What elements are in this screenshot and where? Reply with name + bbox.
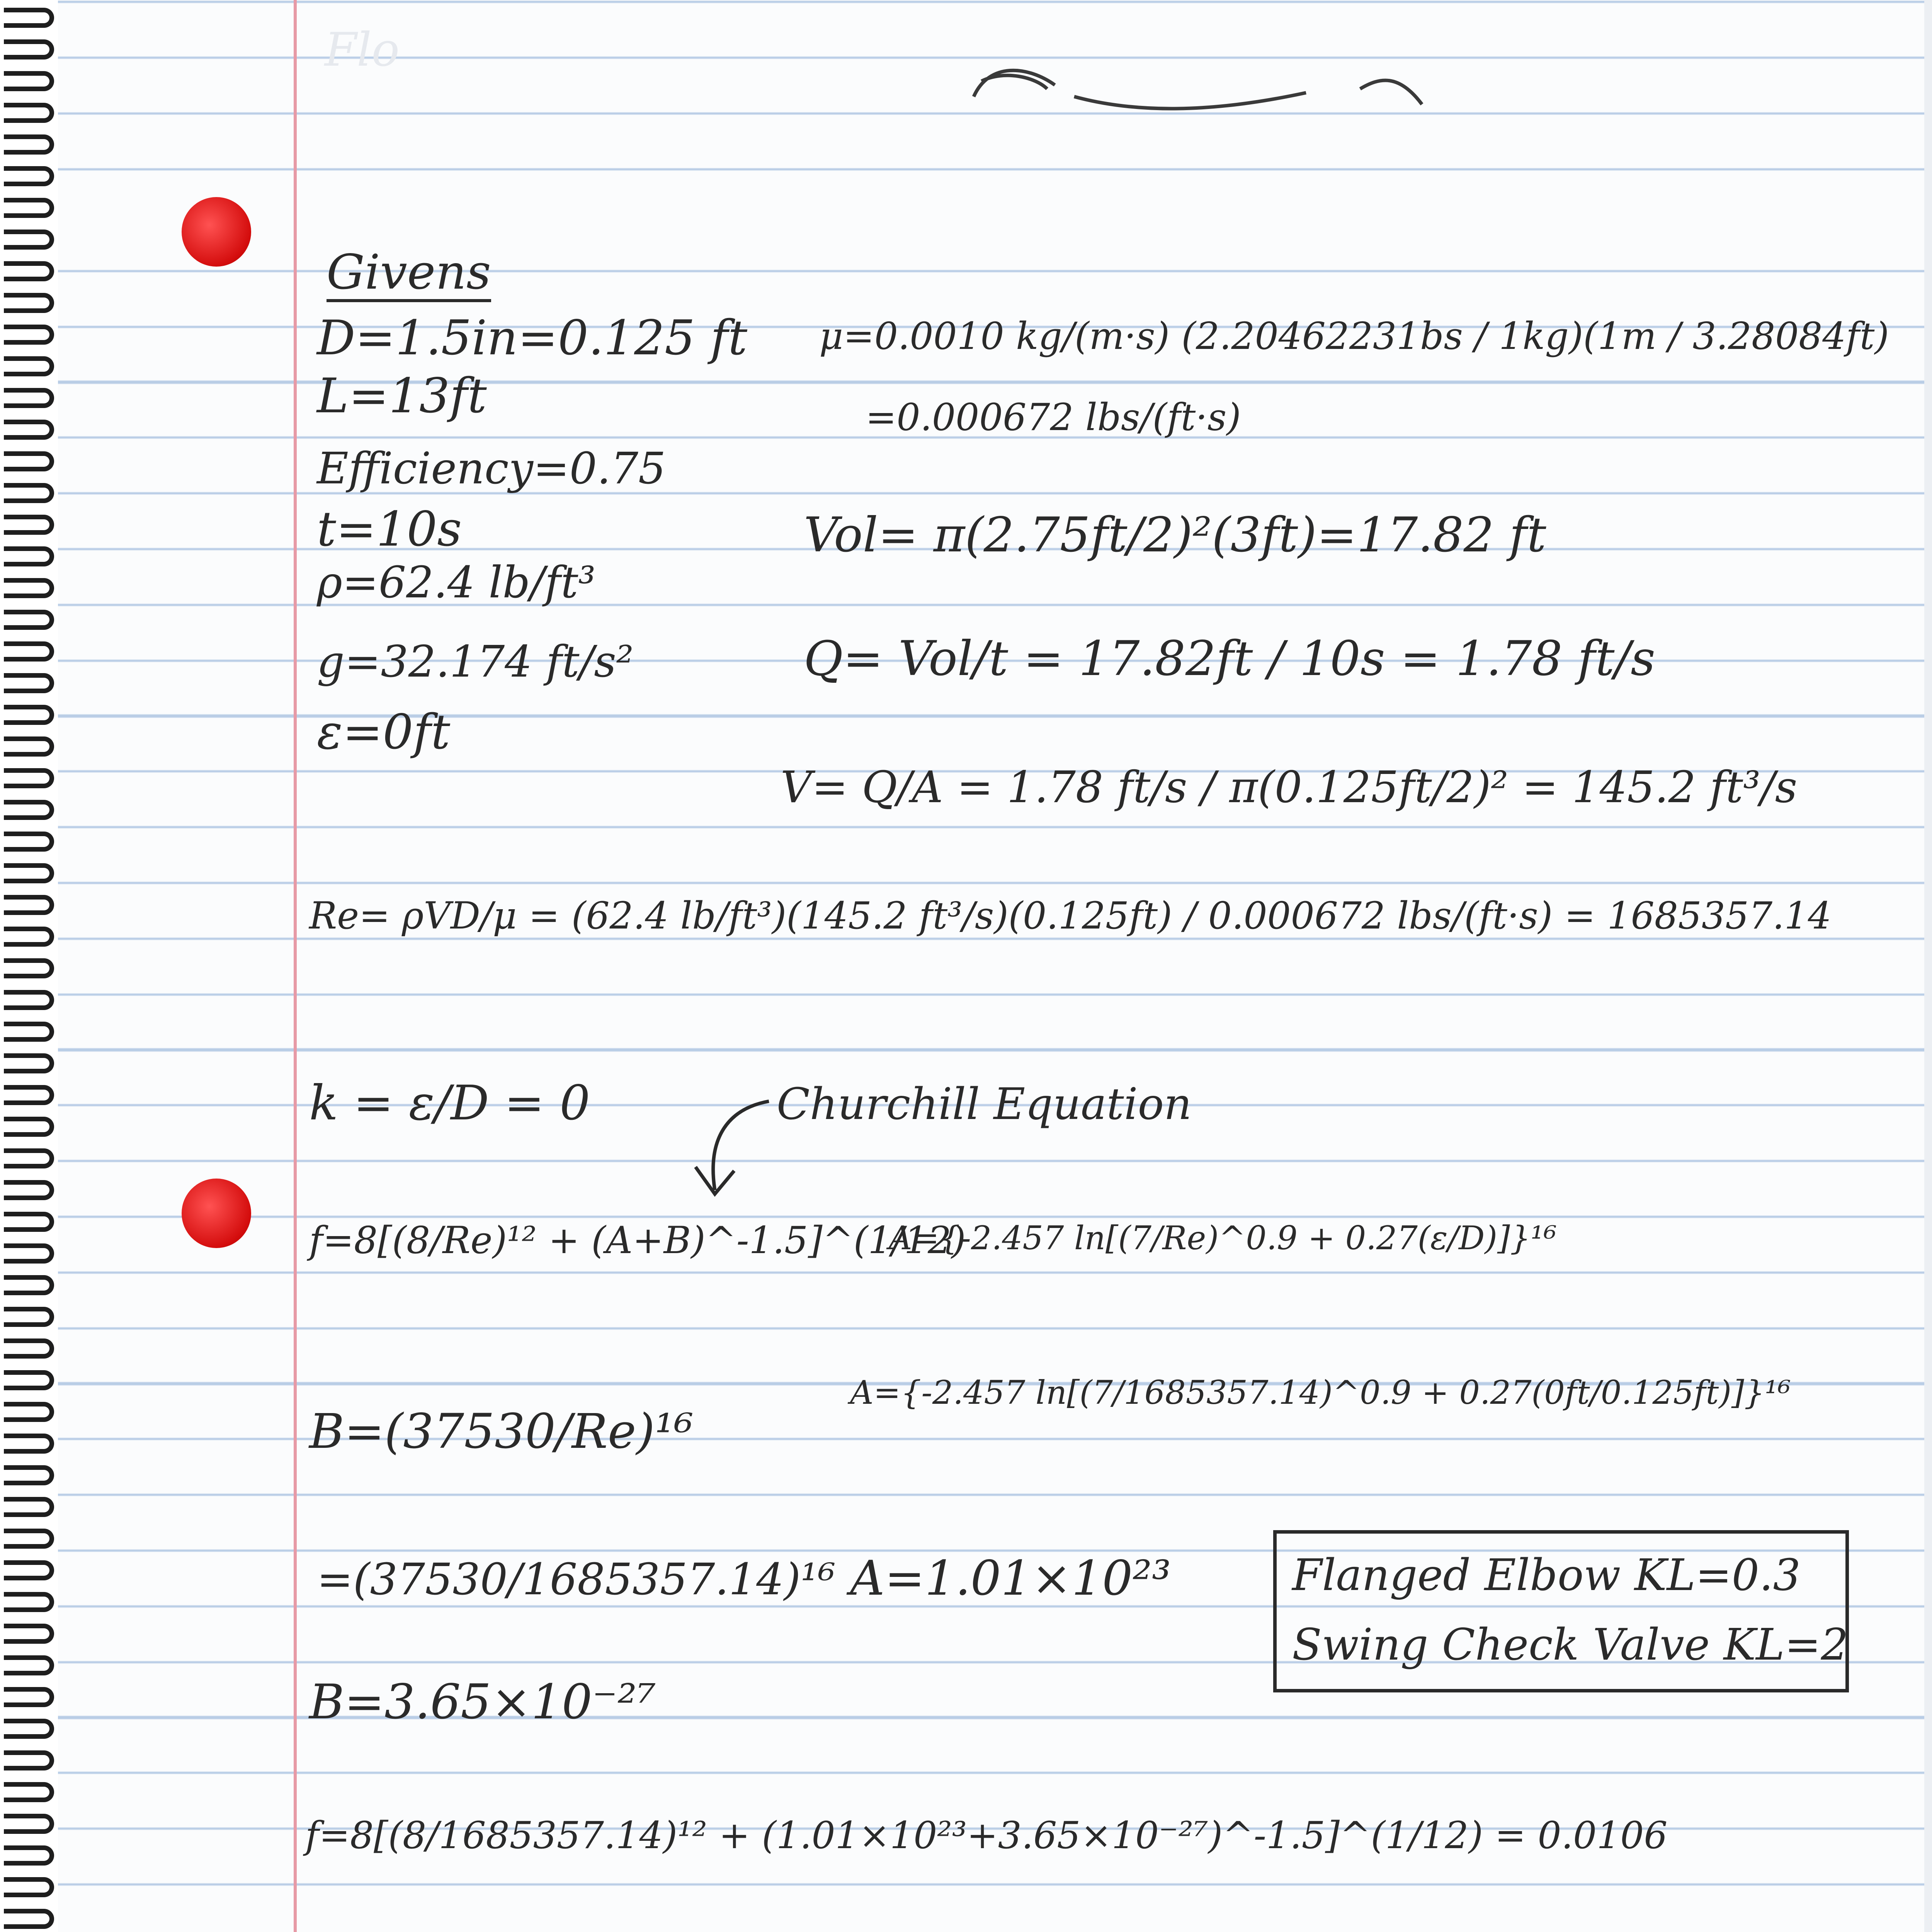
spiral-coil	[4, 388, 54, 408]
spiral-coil	[4, 1750, 54, 1770]
spiral-coil	[4, 1624, 54, 1644]
spiral-coil	[4, 134, 54, 155]
given-time: t=10s	[317, 502, 462, 557]
spiral-coil	[4, 325, 54, 345]
spiral-coil	[4, 1465, 54, 1485]
scribble-mark	[958, 31, 1461, 131]
churchill-a-substituted: A={-2.457 ln[(7/1685357.14)^0.9 + 0.27(0ft/0.125ft)]}¹⁶	[850, 1374, 1791, 1412]
flow-rate-equation: Q= Vol/t = 17.82ft / 10s = 1.78 ft/s	[804, 631, 1655, 687]
spiral-coil	[4, 1022, 54, 1042]
spiral-coil	[4, 768, 54, 788]
spiral-coil	[4, 420, 54, 440]
spiral-coil	[4, 800, 54, 820]
volume-equation: Vol= π(2.75ft/2)²(3ft)=17.82 ft	[804, 507, 1546, 563]
spiral-coil	[4, 230, 54, 250]
spiral-coil	[4, 1117, 54, 1137]
spiral-coil	[4, 1434, 54, 1454]
spiral-coil	[4, 578, 54, 598]
spiral-coil	[4, 1085, 54, 1105]
spiral-coil	[4, 1655, 54, 1675]
arrow-icon	[680, 1094, 781, 1206]
spiral-coil	[4, 1782, 54, 1802]
given-diameter: D=1.5in=0.125 ft	[317, 310, 748, 366]
spiral-coil	[4, 736, 54, 757]
flanged-elbow-k: Flanged Elbow KL=0.3	[1292, 1550, 1801, 1600]
spiral-coil	[4, 515, 54, 535]
spiral-coil	[4, 1814, 54, 1834]
spiral-coil	[4, 1053, 54, 1073]
given-efficiency: Efficiency=0.75	[317, 444, 666, 494]
spiral-coil	[4, 1877, 54, 1897]
velocity-equation: V= Q/A = 1.78 ft/s / π(0.125ft/2)² = 145.2 ft³/s	[781, 762, 1798, 813]
spiral-coil	[4, 293, 54, 313]
churchill-label: Churchill Equation	[777, 1079, 1192, 1129]
given-gravity: g=32.174 ft/s²	[317, 637, 634, 687]
spiral-coil	[4, 198, 54, 218]
spiral-coil	[4, 261, 54, 281]
spiral-binding	[0, 0, 58, 1932]
spiral-coil	[4, 166, 54, 186]
spiral-coil	[4, 610, 54, 630]
given-density: ρ=62.4 lb/ft³	[317, 558, 596, 608]
churchill-b-substituted: =(37530/1685357.14)¹⁶	[317, 1554, 835, 1605]
relative-roughness: k = ε/D = 0	[309, 1075, 590, 1131]
spiral-coil	[4, 641, 54, 662]
spiral-coil	[4, 990, 54, 1010]
givens-heading: Givens	[327, 247, 491, 302]
spiral-coil	[4, 1592, 54, 1612]
spiral-coil	[4, 673, 54, 693]
spiral-coil	[4, 356, 54, 376]
spiral-coil	[4, 1370, 54, 1390]
given-roughness: ε=0ft	[317, 704, 451, 760]
spiral-coil	[4, 863, 54, 883]
viscosity-result: =0.000672 lbs/(ft·s)	[866, 396, 1241, 439]
spiral-coil	[4, 1148, 54, 1168]
bleed-through-text: Flo	[325, 23, 400, 77]
punch-hole-top	[182, 197, 251, 267]
spiral-coil	[4, 1212, 54, 1232]
spiral-coil	[4, 832, 54, 852]
reynolds-equation: Re= ρVD/μ = (62.4 lb/ft³)(145.2 ft³/s)(0.125ft) / 0.000672 lbs/(ft·s) = 1685357.14	[309, 894, 1832, 937]
churchill-a-result: A=1.01×10²³	[850, 1551, 1171, 1606]
spiral-coil	[4, 1180, 54, 1200]
spiral-coil	[4, 1560, 54, 1580]
spiral-coil	[4, 927, 54, 947]
spiral-coil	[4, 1909, 54, 1929]
spiral-coil	[4, 1845, 54, 1866]
spiral-coil	[4, 1275, 54, 1295]
spiral-coil	[4, 895, 54, 915]
spiral-coil	[4, 103, 54, 123]
churchill-f-formula: f=8[(8/Re)¹² + (A+B)^-1.5]^(1/12)	[309, 1219, 966, 1262]
churchill-a-formula: A={-2.457 ln[(7/Re)^0.9 + 0.27(ε/D)]}¹⁶	[889, 1219, 1557, 1257]
spiral-coil	[4, 1497, 54, 1517]
churchill-b-formula: B=(37530/Re)¹⁶	[309, 1404, 694, 1459]
spiral-coil	[4, 1529, 54, 1549]
spiral-coil	[4, 8, 54, 28]
churchill-b-result: B=3.65×10⁻²⁷	[309, 1674, 656, 1730]
spiral-coil	[4, 958, 54, 978]
spiral-coil	[4, 1307, 54, 1327]
friction-factor-equation: f=8[(8/1685357.14)¹² + (1.01×10²³+3.65×10⁻²⁷)^-1.5]^(1/12) = 0.0106	[305, 1814, 1668, 1857]
spiral-coil	[4, 1719, 54, 1739]
viscosity-conversion: μ=0.0010 kg/(m·s) (2.20462231bs / 1kg)(1m / 3.28084ft)	[819, 315, 1889, 358]
spiral-coil	[4, 1687, 54, 1707]
spiral-coil	[4, 1338, 54, 1359]
spiral-coil	[4, 451, 54, 471]
spiral-coil	[4, 39, 54, 60]
swing-check-valve-k: Swing Check Valve KL=2	[1292, 1620, 1849, 1670]
spiral-coil	[4, 546, 54, 566]
margin-line	[294, 0, 297, 1932]
spiral-coil	[4, 1243, 54, 1264]
spiral-coil	[4, 705, 54, 725]
given-length: L=13ft	[317, 368, 487, 424]
spiral-coil	[4, 483, 54, 503]
spiral-coil	[4, 1402, 54, 1422]
punch-hole-middle	[182, 1179, 251, 1248]
spiral-coil	[4, 71, 54, 91]
page-edge	[1924, 0, 1932, 1932]
minor-loss-box	[1273, 1530, 1849, 1692]
